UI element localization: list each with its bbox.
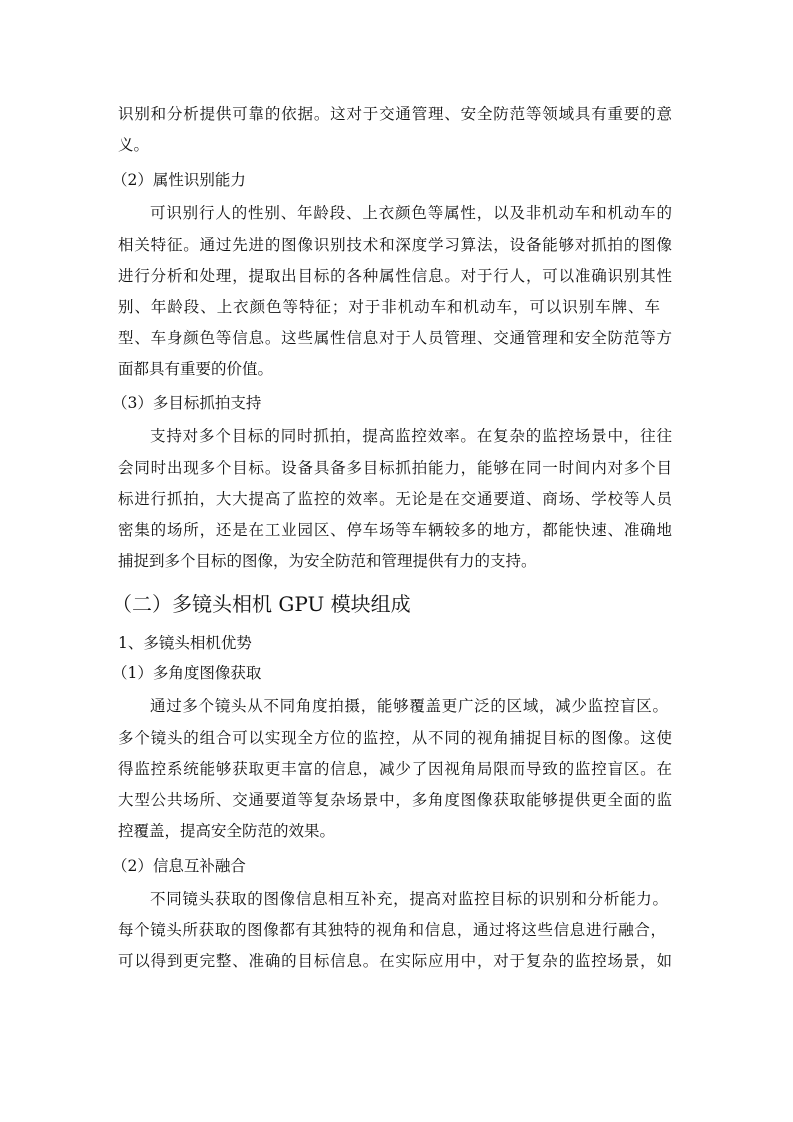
paragraph-line: 捕捉到多个目标的图像，为安全防范和管理提供有力的支持。 xyxy=(118,552,537,570)
paragraph-line: 识别和分析提供可靠的依据。这对于交通管理、安全防范等领域具有重要的意 xyxy=(118,105,672,123)
subheading-info-fusion: （2）信息互补融合 xyxy=(112,857,246,875)
section-heading: （二）多镜头相机 GPU 模块组成 xyxy=(112,592,411,616)
subsection-heading: 1、多镜头相机优势 xyxy=(118,634,252,652)
paragraph-line: 多个镜头的组合可以实现全方位的监控，从不同的视角捕捉目标的图像。这使 xyxy=(118,729,672,747)
paragraph-line: 得监控系统能够获取更丰富的信息，减少了因视角局限而导致的监控盲区。在 xyxy=(118,760,672,778)
subheading-multi-target: （3）多目标抓拍支持 xyxy=(112,394,262,412)
subheading-multi-angle: （1）多角度图像获取 xyxy=(112,664,262,682)
paragraph-line: 进行分析和处理，提取出目标的各种属性信息。对于行人，可以准确识别其性 xyxy=(118,267,672,285)
paragraph-line: 不同镜头获取的图像信息相互补充，提高对监控目标的识别和分析能力。 xyxy=(150,890,668,908)
paragraph-line: 面都具有重要的价值。 xyxy=(118,360,274,378)
paragraph-line: 大型公共场所、交通要道等复杂场景中，多角度图像获取能够提供更全面的监 xyxy=(118,791,672,809)
paragraph-line: 会同时出现多个目标。设备具备多目标抓拍能力，能够在同一时间内对多个目 xyxy=(118,459,672,477)
paragraph-line: 控覆盖，提高安全防范的效果。 xyxy=(118,822,336,840)
paragraph-line: 支持对多个目标的同时抓拍，提高监控效率。在复杂的监控场景中，往往 xyxy=(150,427,672,445)
paragraph-line: 密集的场所，还是在工业园区、停车场等车辆较多的地方，都能快速、准确地 xyxy=(118,521,672,539)
paragraph-line: 每个镜头所获取的图像都有其独特的视角和信息，通过将这些信息进行融合， xyxy=(118,921,666,939)
paragraph-line: 通过多个镜头从不同角度拍摄，能够覆盖更广泛的区域，减少监控盲区。 xyxy=(150,697,668,715)
paragraph-line: 型、车身颜色等信息。这些属性信息对于人员管理、交通管理和安全防范等方 xyxy=(118,329,672,347)
paragraph-line: 义。 xyxy=(118,136,150,154)
subheading-attribute-recognition: （2）属性识别能力 xyxy=(112,171,246,189)
paragraph-line: 相关特征。通过先进的图像识别技术和深度学习算法，设备能够对抓拍的图像 xyxy=(118,236,672,254)
paragraph-line: 可以得到更完整、准确的目标信息。在实际应用中，对于复杂的监控场景，如 xyxy=(118,952,672,970)
paragraph-line: 标进行抓拍，大大提高了监控的效率。无论是在交通要道、商场、学校等人员 xyxy=(118,490,672,508)
paragraph-line: 别、年龄段、上衣颜色等特征；对于非机动车和机动车，可以识别车牌、车 xyxy=(118,298,660,316)
paragraph-line: 可识别行人的性别、年龄段、上衣颜色等属性，以及非机动车和机动车的 xyxy=(150,204,672,222)
